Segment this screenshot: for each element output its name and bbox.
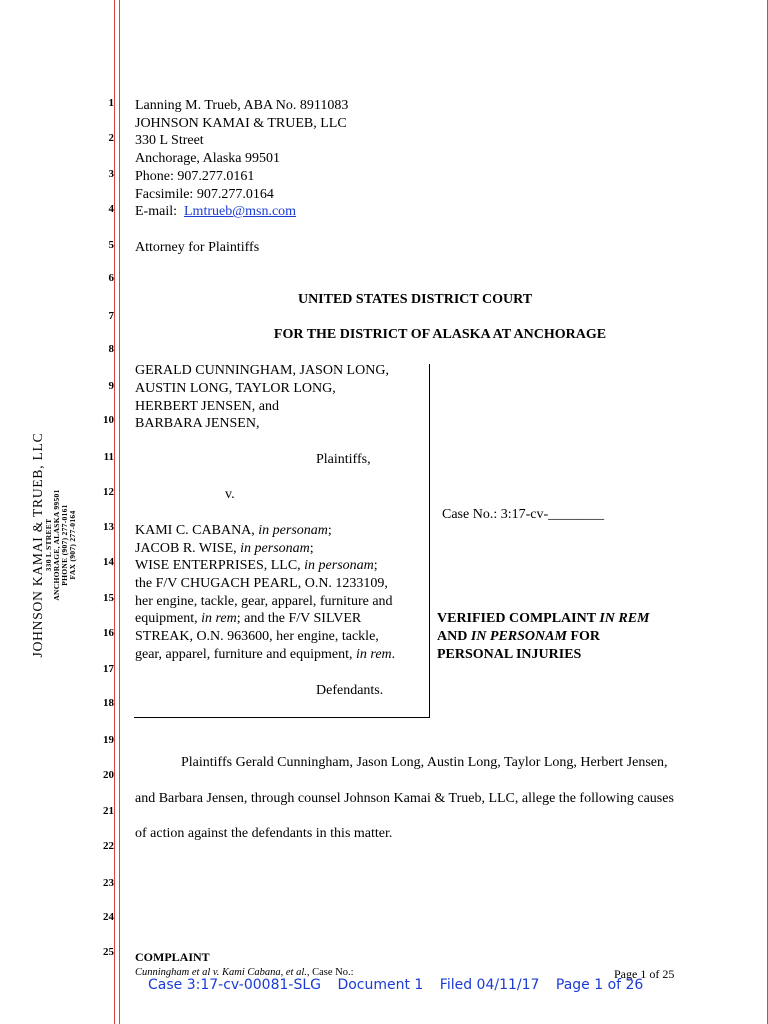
line-number: 8 [108, 343, 114, 355]
line-number: 15 [103, 592, 114, 604]
line-number: 5 [108, 239, 114, 251]
line-number: 17 [103, 663, 114, 675]
filing-stamp [148, 977, 655, 993]
line-number: 3 [108, 168, 114, 180]
line-number: 21 [103, 805, 114, 817]
caption-bottom-rule [134, 717, 430, 718]
footer-page-number: Page 1 of 25 [614, 967, 675, 981]
document-title-line3: PERSONAL INJURIES [437, 647, 582, 662]
side-letterhead [31, 433, 77, 658]
line-number: 11 [103, 451, 114, 463]
line-number: 25 [103, 946, 114, 958]
line-number: 16 [103, 627, 114, 639]
email-line [135, 204, 296, 220]
line-number: 24 [103, 911, 114, 923]
defendant-line: JACOB R. WISE, in personam; [135, 541, 314, 556]
body-text-line: and Barbara Jensen, through counsel Johnson Kamai & Trueb, LLC, allege the following causes [135, 791, 674, 806]
court-name: UNITED STATES DISTRICT COURT [297, 292, 533, 307]
line-number: 18 [103, 697, 114, 709]
line-number: 19 [103, 734, 114, 746]
margin-rule-left-inner [119, 0, 120, 1024]
defendant-line: STREAK, O.N. 963600, her engine, tackle, [135, 629, 379, 644]
defendant-line: KAMI C. CABANA, in personam; [135, 523, 332, 538]
caption-divider [429, 364, 430, 718]
footer-title: COMPLAINT [135, 950, 210, 964]
defendant-line: WISE ENTERPRISES, LLC, in personam; [135, 558, 378, 573]
document-title-line1: VERIFIED COMPLAINT IN REM [437, 611, 650, 626]
line-number: 12 [103, 486, 114, 498]
firm-name: JOHNSON KAMAI & TRUEB, LLC [135, 116, 347, 131]
side-firm-name: JOHNSON KAMAI & TRUEB, LLC [30, 432, 46, 658]
body-text-line: Plaintiffs Gerald Cunningham, Jason Long, Austin Long, Taylor Long, Herbert Jensen, [181, 755, 668, 770]
firm-phone: Phone: 907.277.0161 [135, 169, 255, 184]
body-text-line: of action against the defendants in this matter. [135, 826, 393, 841]
court-district: FOR THE DISTRICT OF ALASKA AT ANCHORAGE [273, 327, 607, 342]
plaintiff-line: BARBARA JENSEN, [135, 416, 260, 431]
defendant-line: equipment, in rem; and the F/V SILVER [135, 611, 362, 626]
line-number: 23 [103, 877, 114, 889]
margin-rule-left [114, 0, 115, 1024]
line-number: 22 [103, 840, 114, 852]
side-firm-fax: FAX (907) 277-0164 [67, 510, 77, 580]
defendant-line: gear, apparel, furniture and equipment, in rem. [135, 647, 396, 662]
stamp-case: Case 3:17-cv-00081-SLG [148, 977, 321, 993]
case-number: Case No.: 3:17-cv-________ [442, 507, 605, 522]
defendant-line: the F/V CHUGACH PEARL, O.N. 1233109, [135, 576, 388, 591]
email-link[interactable]: Lmtrueb@msn.com [184, 204, 297, 219]
versus: v. [225, 487, 235, 502]
plaintiff-line: AUSTIN LONG, TAYLOR LONG, [135, 381, 336, 396]
line-number: 1 [108, 97, 114, 109]
line-number: 14 [103, 556, 114, 568]
plaintiff-line: HERBERT JENSEN, and [135, 399, 279, 414]
document-title-line2: AND IN PERSONAM FOR [437, 629, 600, 644]
stamp-filed: Filed 04/11/17 [439, 977, 540, 993]
plaintiffs-label: Plaintiffs, [316, 452, 371, 467]
line-number: 4 [108, 203, 114, 215]
line-number: 9 [108, 380, 114, 392]
firm-city: Anchorage, Alaska 99501 [135, 151, 281, 166]
line-number: 13 [103, 521, 114, 533]
firm-street: 330 L Street [135, 133, 204, 148]
plaintiff-line: GERALD CUNNINGHAM, JASON LONG, [135, 363, 389, 378]
defendants-label: Defendants. [316, 683, 384, 698]
stamp-document: Document 1 [337, 977, 424, 993]
firm-fax: Facsimile: 907.277.0164 [135, 187, 274, 202]
defendant-line: her engine, tackle, gear, apparel, furniture and [135, 594, 393, 609]
stamp-page: Page 1 of 26 [555, 977, 644, 993]
attorney-role: Attorney for Plaintiffs [135, 240, 260, 255]
side-firm-street: 330 L STREET [44, 518, 54, 572]
line-number: 7 [108, 310, 114, 322]
attorney-name: Lanning M. Trueb, ABA No. 8911083 [135, 98, 349, 113]
line-number: 6 [108, 272, 114, 284]
side-firm-phone: PHONE (907) 277-0161 [60, 504, 70, 586]
line-number: 20 [103, 769, 114, 781]
email-label: E-mail: [135, 204, 177, 219]
side-firm-city: ANCHORAGE, ALASKA 99501 [52, 489, 62, 601]
footer-citation: Cunningham et al v. Kami Cabana, et al., Case No.: [135, 967, 354, 978]
line-number: 10 [103, 414, 114, 426]
line-number: 2 [108, 132, 114, 144]
